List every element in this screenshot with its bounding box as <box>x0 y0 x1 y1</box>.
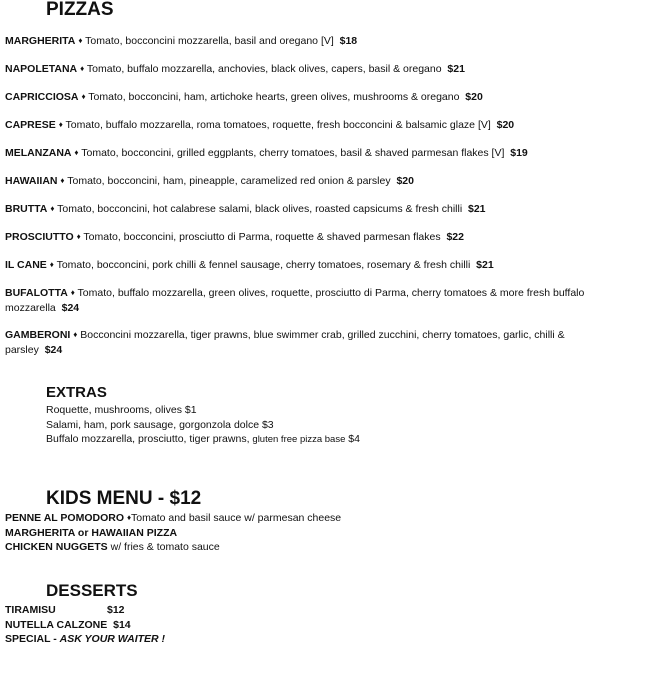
diamond-icon: ♦ <box>50 204 55 213</box>
extras-text: Buffalo mozzarella, prosciutto, tiger prawns, <box>46 433 250 445</box>
pizza-item <box>5 257 494 273</box>
extras-text: gluten free pizza base <box>252 434 346 445</box>
kids-menu-list <box>5 511 341 555</box>
pizza-price: $24 <box>44 344 63 356</box>
pizza-item <box>5 327 565 358</box>
diamond-icon: ♦ <box>126 513 132 522</box>
kids-item-name: CHICKEN NUGGETS <box>5 541 108 553</box>
pizza-description: Tomato, bocconcini mozzarella, basil and oregano [V] <box>85 35 334 47</box>
dessert-name: TIRAMISU <box>5 604 56 616</box>
pizza-item <box>5 89 483 105</box>
diamond-icon: ♦ <box>58 120 63 129</box>
pizza-name: CAPRESE <box>5 119 56 131</box>
kids-item <box>5 526 341 541</box>
pizza-price: $22 <box>446 231 464 243</box>
extras-list <box>46 403 360 448</box>
kids-item-name: PENNE AL POMODORO <box>5 512 125 524</box>
pizza-description: Tomato, bocconcini, prosciutto di Parma, roquette & shaved parmesan flakes <box>83 231 441 243</box>
pizza-name: BUFALOTTA <box>5 287 68 299</box>
pizza-name: PROSCIUTTO <box>5 231 74 243</box>
pizza-description: Tomato, bocconcini, hot calabrese salami, black olives, roasted capsicums & fresh chilli <box>57 203 463 215</box>
kids-menu-heading: KIDS MENU - $12 <box>46 488 202 509</box>
pizza-price: $20 <box>396 175 414 187</box>
pizza-price: $21 <box>476 259 494 271</box>
pizza-item <box>5 173 414 189</box>
desserts-heading: DESSERTS <box>46 581 138 600</box>
dessert-item <box>5 603 165 618</box>
kids-item <box>5 540 341 555</box>
pizza-item <box>5 201 486 217</box>
dessert-item <box>5 632 165 647</box>
diamond-icon: ♦ <box>76 232 81 241</box>
pizza-name: BRUTTA <box>5 203 48 215</box>
diamond-icon: ♦ <box>60 176 65 185</box>
pizza-item <box>5 33 357 49</box>
kids-item <box>5 511 341 526</box>
pizza-description: Tomato, bocconcini, ham, pineapple, caramelized red onion & parsley <box>67 175 391 187</box>
dessert-name: SPECIAL - <box>5 633 57 645</box>
kids-item-desc: Tomato and basil sauce w/ parmesan cheese <box>131 512 342 524</box>
pizza-description: Tomato, bocconcini, grilled eggplants, cherry tomatoes, basil & shaved parmesan flakes [V] <box>81 147 505 159</box>
pizza-price: $21 <box>468 203 486 215</box>
diamond-icon: ♦ <box>80 64 85 73</box>
pizza-price: $21 <box>447 63 465 75</box>
dessert-price: $14 <box>113 618 131 631</box>
pizza-description: Tomato, bocconcini, pork chilli & fennel sausage, cherry tomatoes, rosemary & fresh chilli <box>56 259 471 271</box>
pizza-price: $20 <box>496 119 515 131</box>
pizza-item <box>5 145 528 161</box>
extras-line: Roquette, mushrooms, olives $1 <box>46 404 197 416</box>
dessert-item <box>5 618 165 633</box>
pizza-description: Tomato, buffalo mozzarella, roma tomatoes, roquette, fresh bocconcini & balsamic glaze [V] <box>65 119 491 131</box>
diamond-icon: ♦ <box>78 36 83 45</box>
pizza-description: Tomato, buffalo mozzarella, anchovies, black olives, capers, basil & oregano <box>86 63 442 75</box>
pizza-description: Tomato, bocconcini, ham, artichoke hearts, green olives, mushrooms & oregano <box>88 91 460 103</box>
diamond-icon: ♦ <box>74 148 79 157</box>
pizza-description: Tomato, buffalo mozzarella, green olives, roquette, prosciutto di Parma, cherry tomatoes & more fresh buffalo <box>77 287 585 299</box>
extras-line <box>46 432 360 448</box>
extras-line: Salami, ham, pork sausage, gorgonzola dolce $3 <box>46 418 274 431</box>
pizzas-heading: PIZZAS <box>46 0 114 20</box>
pizza-name: GAMBERONI <box>5 329 71 341</box>
diamond-icon: ♦ <box>49 260 54 269</box>
pizza-price: $24 <box>61 302 80 314</box>
pizza-description: Bocconcini mozzarella, tiger prawns, blue swimmer crab, grilled zucchini, cherry tomatoes, garlic, chilli & <box>80 329 565 341</box>
pizza-name: HAWAIIAN <box>5 175 58 187</box>
desserts-list <box>5 603 165 647</box>
extras-price: $4 <box>348 433 360 445</box>
pizza-item <box>5 117 514 133</box>
pizza-name: NAPOLETANA <box>5 63 78 75</box>
dessert-price: $12 <box>107 604 125 616</box>
pizza-name: CAPRICCIOSA <box>5 91 79 103</box>
pizza-name: IL CANE <box>5 259 47 271</box>
pizza-item <box>5 285 584 316</box>
pizza-price: $20 <box>465 91 483 103</box>
dessert-name: NUTELLA CALZONE <box>5 618 108 631</box>
diamond-icon: ♦ <box>73 330 78 339</box>
pizza-item <box>5 61 465 77</box>
dessert-note: ASK YOUR WAITER ! <box>59 633 166 645</box>
pizza-price: $18 <box>339 35 358 47</box>
diamond-icon: ♦ <box>70 288 75 297</box>
diamond-icon: ♦ <box>81 92 86 101</box>
kids-item-desc: w/ fries & tomato sauce <box>110 541 220 553</box>
pizza-name: MELANZANA <box>5 147 72 159</box>
kids-item-name: MARGHERITA or HAWAIIAN PIZZA <box>5 526 178 539</box>
pizza-name: MARGHERITA <box>5 35 76 47</box>
pizza-price: $19 <box>510 147 528 159</box>
pizza-description-continued: parsley <box>5 344 39 356</box>
pizza-item <box>5 229 464 245</box>
extras-heading: EXTRAS <box>46 384 107 401</box>
pizza-description-continued: mozzarella <box>5 302 56 314</box>
